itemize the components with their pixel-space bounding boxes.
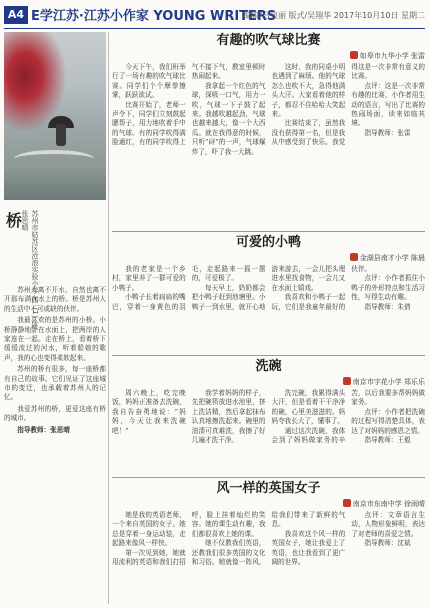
paragraph: 我爱苏州的桥，更爱这座有桥的城市。 bbox=[4, 404, 106, 423]
article-body bbox=[112, 265, 425, 351]
paragraph: 苏州人离不开水，自然也离不开那布满在水上的桥。桥是苏州人的生活中不可或缺的伙伴。 bbox=[4, 286, 106, 313]
paragraph: 我的老家是一个乡村，家里养了一群可爱的小鸭子。 bbox=[112, 265, 186, 292]
paragraph: 她是我的英语老师，一个来自英国的女子。她总是穿着一身运动装，走起路来像风一样快。 bbox=[112, 511, 186, 548]
article-washing-dishes bbox=[112, 358, 425, 476]
comment: 点评：小作者抓住小鸭子的外形特点和生活习性，写得生动有趣。 bbox=[351, 274, 425, 302]
author-icon bbox=[343, 377, 351, 385]
tutor-note: 指导教师：张思晴 bbox=[17, 425, 70, 434]
paragraph: 小鸭子长着扁扁的嘴巴，穿着一身黄色的羽毛，走起路来一摇一摆的，可爱极了。 bbox=[112, 265, 266, 311]
paragraph: 每天早上，奶奶都会把小鸭子赶到池塘里。小鸭子一到水里，就开心地游来游去，一会儿把头埋进水里找食物，一会儿又在水面上嬉戏。 bbox=[191, 265, 346, 311]
article-byline bbox=[112, 377, 425, 387]
paragraph: 比赛结束了，虽然我没有获得第一名，但是我从中感受到了快乐。我觉得这是一次非常有意义的比赛。 bbox=[271, 63, 425, 147]
tutor-note: 指导教师：朱倩 bbox=[364, 302, 411, 311]
article-title: 洗碗 bbox=[255, 359, 282, 374]
tutor-note: 指导教师：张雷 bbox=[364, 128, 411, 137]
paragraph: 比赛开始了，老师一声令下，同学们立刻鼓起腮帮子，用力地吹着手中的气球。有的同学吹得满脸通红，有的同学吹得上气不接下气，教室里顿时热闹起来。 bbox=[112, 63, 266, 147]
article-byline bbox=[112, 253, 425, 263]
article-title: 可爱的小鸭 bbox=[235, 235, 301, 250]
paragraph: 今天下午，我们班举行了一场有趣的吹气球比赛。同学们个个摩拳擦掌，跃跃欲试。 bbox=[112, 63, 186, 100]
section-divider bbox=[112, 477, 425, 478]
section-divider bbox=[112, 231, 425, 232]
article-cute-ducklings bbox=[112, 234, 425, 354]
paragraph: 她不仅教我们英语，还教我们很多英国的文化和习俗。她就像一阵风，给我们带来了新鲜的气息。 bbox=[191, 511, 346, 567]
comment: 点评：文章语言生动，人物形象鲜明，表达了对老师的喜爱之情。 bbox=[351, 511, 425, 538]
paragraph: 周六晚上，吃完晚饭，妈妈正准备去洗碗，我自告奋勇地说：“妈妈，今天让我来洗碗吧！” bbox=[112, 389, 186, 435]
comment: 点评：小作者把洗碗的过程写得清楚具体，表达了对妈妈的感恩之情。 bbox=[351, 407, 425, 435]
paragraph: 通过这次洗碗，我体会到了妈妈做家务的辛苦，以后我要多帮妈妈做家务。 bbox=[271, 389, 425, 445]
byline-text: 南京市宇花小学 郑乐乐 bbox=[352, 378, 425, 386]
article-body bbox=[4, 286, 106, 604]
author-icon bbox=[350, 51, 358, 59]
issue-info: 编辑/吕泉丽 版式/吴翔华 2017年10月10日 星期二 bbox=[243, 11, 425, 20]
comment: 点评：这是一次非常有趣的比赛，小作者用生动的语言，写出了比赛的热闹场面，读来如临其境。 bbox=[351, 81, 425, 128]
paragraph: 我学着妈妈的样子，先把碗筷放进水池里，挤上洗洁精，然后拿起抹布认真地擦洗起来。碗里的油渍可真难洗，我擦了好几遍才洗干净。 bbox=[191, 389, 266, 445]
tutor-note: 指导教师：王毅 bbox=[364, 436, 411, 445]
article-byline bbox=[112, 499, 425, 509]
byline-text: 如皋市九华小学 张雷 bbox=[359, 52, 425, 60]
paragraph: 第一次见到她，她就用流利的英语和我们打招呼，脸上挂着灿烂的笑容。她的课生动有趣，我们都很喜欢上她的课。 bbox=[112, 511, 266, 567]
section-divider bbox=[112, 355, 425, 356]
column-divider bbox=[108, 32, 109, 604]
article-english-woman bbox=[112, 480, 425, 604]
left-column bbox=[4, 32, 106, 604]
tutor-note: 指导教师：沈斌 bbox=[364, 539, 411, 548]
person-silhouette bbox=[56, 124, 66, 146]
article-body bbox=[112, 389, 425, 471]
paragraph: 我拿起一个红色的气球，深吸一口气，用力一吹，气球一下子鼓了起来。我越吹越起劲，气球也越来越大，像一个大西瓜。就在我得意的时候，只听“砰”的一声，气球爆炸了，吓了我一大跳。 bbox=[191, 81, 266, 156]
header-divider bbox=[4, 28, 425, 29]
article-balloon-contest bbox=[112, 32, 425, 230]
article-body bbox=[112, 63, 425, 225]
article-title: 风一样的英国女子 bbox=[216, 481, 321, 496]
water-shape bbox=[4, 164, 106, 200]
page-header bbox=[4, 4, 425, 28]
paragraph: 这时，我的同桌小明也遇到了麻烦。他的气球怎么也吹不大，急得他满头大汗。大家看着他的样子，都忍不住哈哈大笑起来。 bbox=[271, 63, 346, 119]
byline-text: 金湖县南才小学 陈晨 bbox=[359, 254, 425, 262]
paragraph: 我喜欢这个风一样的英国女子，她让我爱上了英语，也让我看到了更广阔的世界。 bbox=[271, 529, 346, 567]
paragraph: 洗完碗，我累得满头大汗，但是看着干干净净的碗，心里美滋滋的。妈妈夸我长大了，懂事了。 bbox=[271, 389, 346, 426]
paragraph: 我喜欢和小鸭子一起玩，它们是我童年最好的伙伴。 bbox=[271, 265, 372, 311]
masthead-title: E学江苏·江苏小作家 YOUNG WRITERS bbox=[31, 9, 277, 24]
author-icon bbox=[350, 253, 358, 261]
article-title: 有趣的吹气球比赛 bbox=[216, 33, 321, 48]
page-number-badge: A4 bbox=[4, 6, 28, 24]
article-byline bbox=[112, 51, 425, 61]
rainy-bridge-photo bbox=[4, 32, 106, 200]
paragraph: 我最喜欢的是苏州的小桥。小桥静静地卧在水面上，把两岸的人家连在一起。走在桥上，看着桥下缓缓流过的河水，听着船娘的歌声，我的心也变得柔软起来。 bbox=[4, 316, 106, 362]
article-qiao bbox=[4, 208, 106, 604]
article-body bbox=[112, 511, 425, 601]
paragraph: 苏州的桥有很多，每一座桥都有自己的故事。它们见证了这座城市的变迁，也承载着苏州人的记忆。 bbox=[4, 365, 106, 402]
article-title: 桥 bbox=[6, 211, 23, 230]
author-icon bbox=[343, 499, 351, 507]
byline-text: 南京市东南中学 徐雨晴 bbox=[352, 500, 425, 508]
article-byline: 苏州市姑苏区沧浪实验小学 四（1）班 张思晴 bbox=[21, 210, 39, 329]
